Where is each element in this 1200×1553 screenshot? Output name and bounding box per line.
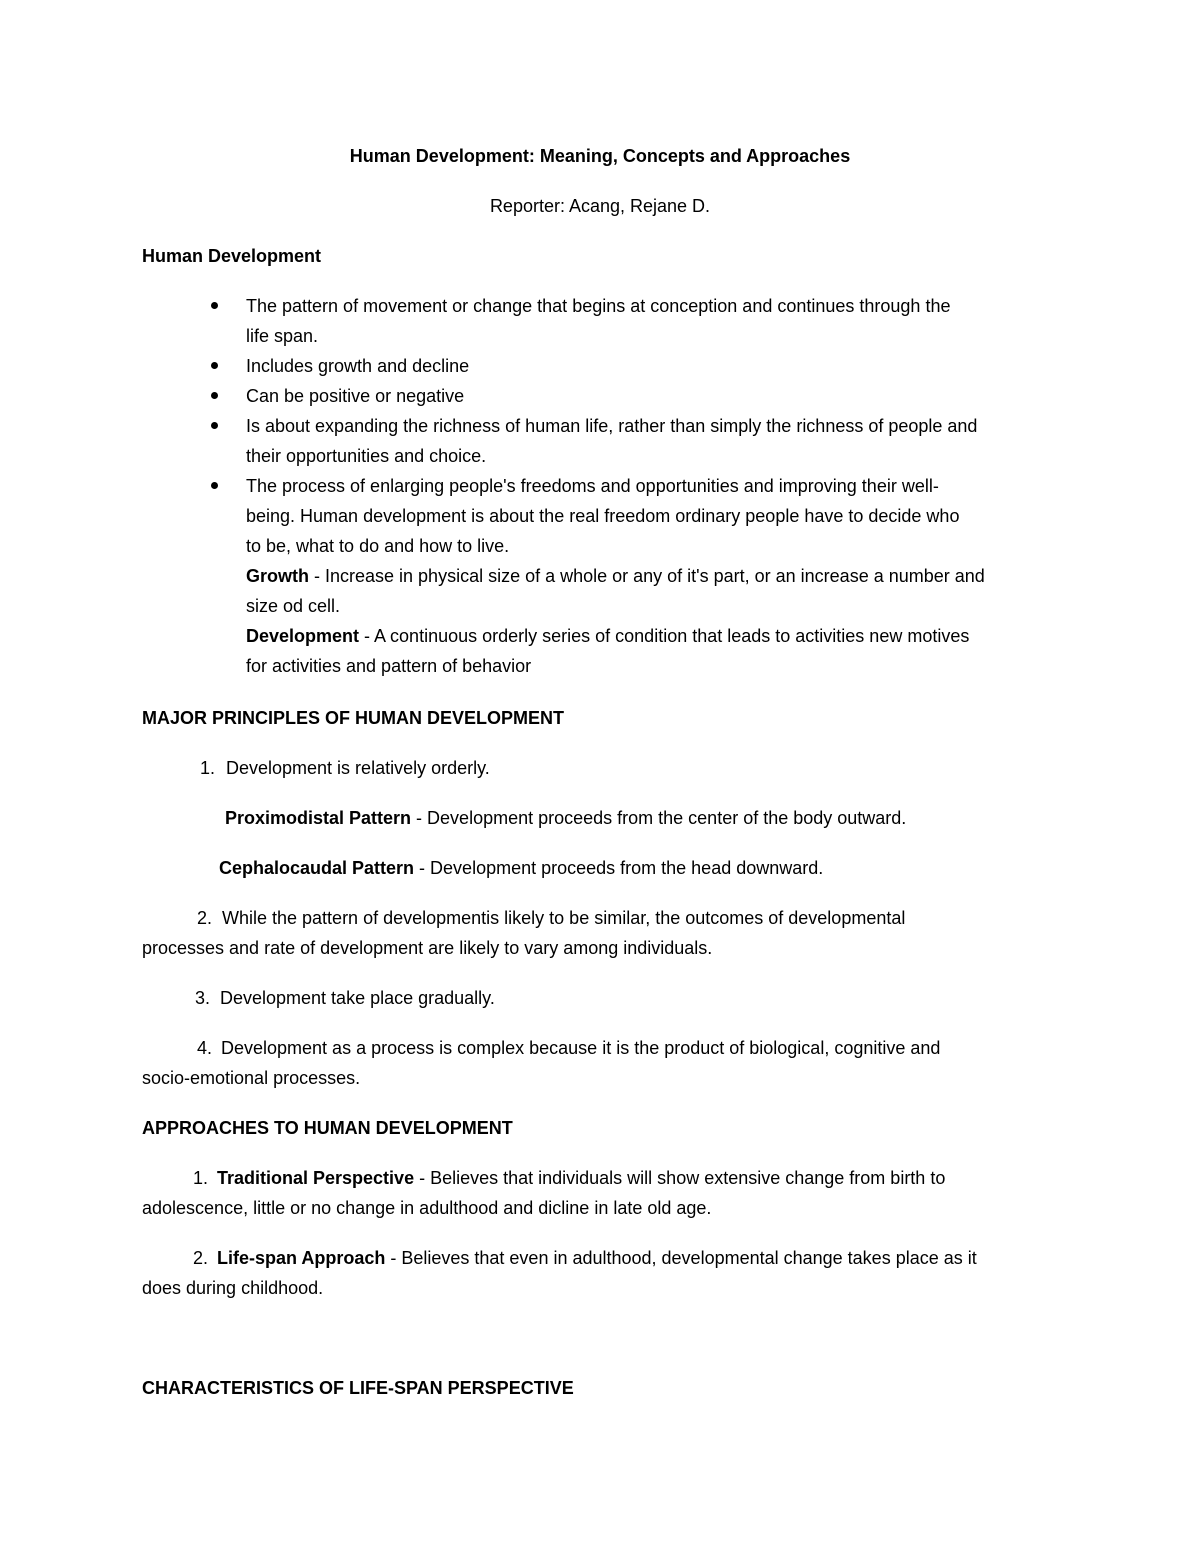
development-term: Development: [246, 626, 360, 646]
principle-text: socio-emotional processes.: [142, 1068, 361, 1088]
bullet-text: life span.: [246, 326, 319, 346]
development-definition: [246, 624, 969, 648]
approach-line: [217, 1166, 945, 1190]
bullet-icon: [211, 362, 218, 369]
principle-text: processes and rate of development are likely to vary among individuals.: [142, 938, 713, 958]
reporter-line: Reporter: Acang, Rejane D.: [489, 196, 711, 216]
principle-text: Development take place gradually.: [220, 988, 495, 1008]
approach-term: Life-span Approach: [217, 1248, 386, 1268]
bullet-text: The pattern of movement or change that begins at conception and continues through the: [246, 296, 951, 316]
growth-term: Growth: [246, 566, 309, 586]
cephalocaudal-line: [219, 856, 823, 880]
section-heading-principles: MAJOR PRINCIPLES OF HUMAN DEVELOPMENT: [142, 708, 565, 728]
bullet-icon: [211, 302, 218, 309]
growth-def: - Increase in physical size of a whole or any of it's part, or an increase a number and: [309, 566, 985, 586]
proximodistal-term: Proximodistal Pattern: [225, 808, 412, 828]
principle-number: 1.: [200, 758, 216, 778]
cephalocaudal-term: Cephalocaudal Pattern: [219, 858, 415, 878]
proximodistal-def: - Development proceeds from the center of the body outward.: [411, 808, 907, 828]
bullet-text: their opportunities and choice.: [246, 446, 487, 466]
principle-text: While the pattern of developmentis likely to be similar, the outcomes of developmental: [222, 908, 906, 928]
approach-line: [217, 1246, 977, 1270]
bullet-text: Includes growth and decline: [246, 356, 470, 376]
bullet-text: The process of enlarging people's freedoms and opportunities and improving their well-: [246, 476, 939, 496]
approach-def: - Believes that even in adulthood, developmental change takes place as it: [385, 1248, 977, 1268]
approach-number: 1.: [193, 1168, 209, 1188]
cephalocaudal-def: - Development proceeds from the head downward.: [414, 858, 824, 878]
bullet-text: Can be positive or negative: [246, 386, 465, 406]
bullet-icon: [211, 422, 218, 429]
section-heading-human-development: Human Development: [142, 246, 322, 266]
approach-def: - Believes that individuals will show extensive change from birth to: [414, 1168, 946, 1188]
proximodistal-line: [225, 806, 906, 830]
section-heading-approaches: APPROACHES TO HUMAN DEVELOPMENT: [142, 1118, 513, 1138]
bullet-text: being. Human development is about the real freedom ordinary people have to decide who: [246, 506, 960, 526]
growth-def-cont: size od cell.: [246, 596, 341, 616]
principle-text: Development is relatively orderly.: [226, 758, 490, 778]
growth-definition: [246, 564, 985, 588]
document-title: Human Development: Meaning, Concepts and Approaches: [349, 146, 851, 166]
bullet-icon: [211, 392, 218, 399]
approach-number: 2.: [193, 1248, 209, 1268]
bullet-text: Is about expanding the richness of human life, rather than simply the richness of people and: [246, 416, 978, 436]
development-def-cont: for activities and pattern of behavior: [246, 656, 532, 676]
development-def: - A continuous orderly series of condition that leads to activities new motives: [359, 626, 970, 646]
principle-text: Development as a process is complex because it is the product of biological, cognitive and: [221, 1038, 941, 1058]
bullet-text: to be, what to do and how to live.: [246, 536, 510, 556]
approach-term: Traditional Perspective: [217, 1168, 415, 1188]
section-heading-characteristics: CHARACTERISTICS OF LIFE-SPAN PERSPECTIVE: [142, 1378, 574, 1398]
principle-number: 2.: [197, 908, 213, 928]
bullet-icon: [211, 482, 218, 489]
principle-number: 3.: [195, 988, 211, 1008]
approach-def-cont: does during childhood.: [142, 1278, 324, 1298]
approach-def-cont: adolescence, little or no change in adulthood and dicline in late old age.: [142, 1198, 712, 1218]
principle-number: 4.: [197, 1038, 213, 1058]
